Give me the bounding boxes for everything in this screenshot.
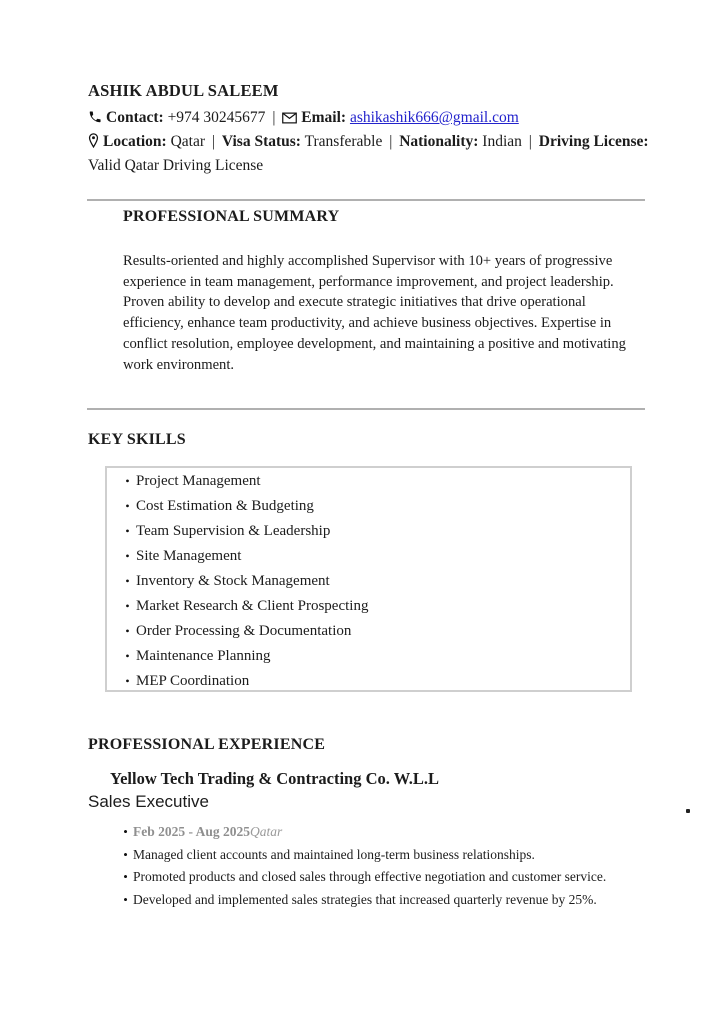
skill-item — [107, 548, 630, 573]
experience-date-row — [118, 822, 638, 843]
bullet-icon: • — [123, 891, 128, 907]
skill-item — [107, 473, 630, 498]
visa-label: Visa Status: — [221, 133, 301, 150]
bullet-icon: • — [123, 846, 128, 862]
skill-label: Cost Estimation & Budgeting — [136, 498, 314, 514]
email-label: Email: — [301, 109, 347, 126]
bullet-icon: • — [125, 624, 130, 638]
contact-line — [88, 106, 664, 130]
date-location: Qatar — [250, 824, 283, 839]
bullet-icon: • — [123, 869, 128, 884]
bullet-icon: • — [125, 499, 130, 513]
separator: | — [528, 133, 532, 150]
experience-bullet-list — [118, 822, 638, 912]
contact-label: Contact: — [106, 109, 164, 126]
experience-bullet — [118, 867, 638, 888]
email-link[interactable]: ashikashik666@gmail.com — [349, 109, 519, 126]
skill-label: Team Supervision & Leadership — [136, 523, 331, 539]
bullet-icon: • — [125, 549, 130, 563]
bullet-icon: • — [125, 574, 130, 588]
section-divider — [87, 408, 645, 410]
separator: | — [272, 109, 276, 126]
nationality-label: Nationality: — [399, 133, 479, 150]
location-pin-icon — [88, 133, 99, 148]
envelope-icon — [282, 112, 297, 124]
bullet-icon: • — [123, 824, 128, 839]
license-label: Driving License: — [538, 133, 649, 150]
location-value: Qatar — [170, 133, 206, 150]
skill-item — [107, 598, 630, 623]
skill-label: Market Research & Client Prospecting — [136, 598, 369, 614]
skill-item — [107, 498, 630, 523]
license-value: Valid Qatar Driving License — [88, 157, 264, 174]
candidate-name: ASHIK ABDUL SALEEM — [88, 81, 279, 100]
stray-bullet-dot — [686, 809, 690, 813]
skill-label: Site Management — [136, 548, 242, 564]
visa-value: Transferable — [304, 133, 383, 150]
phone-icon — [88, 110, 102, 124]
skill-label: Maintenance Planning — [136, 648, 271, 664]
section-divider — [87, 199, 645, 201]
experience-bullet-text: Developed and implemented sales strategies that increased quarterly revenue by 25%. — [133, 891, 597, 907]
job-title: Sales Executive — [88, 792, 209, 811]
bullet-icon: • — [125, 674, 130, 688]
bullet-icon: • — [125, 649, 130, 663]
skill-label: MEP Coordination — [136, 673, 250, 689]
skill-label: Order Processing & Documentation — [136, 623, 352, 639]
experience-bullet-text: Promoted products and closed sales through effective negotiation and customer service. — [133, 869, 607, 884]
details-line — [88, 130, 664, 178]
summary-heading: PROFESSIONAL SUMMARY — [123, 208, 340, 225]
date-range: Feb 2025 - Aug 2025 — [133, 824, 251, 839]
experience-bullet — [118, 845, 638, 866]
skill-label: Inventory & Stock Management — [136, 573, 330, 589]
skills-heading: KEY SKILLS — [88, 431, 186, 448]
experience-heading: PROFESSIONAL EXPERIENCE — [88, 736, 326, 753]
company-name: Yellow Tech Trading & Contracting Co. W.L.L — [110, 769, 439, 788]
skill-item — [107, 623, 630, 648]
experience-bullet — [118, 890, 638, 911]
bullet-icon: • — [125, 599, 130, 613]
location-label: Location: — [103, 133, 167, 150]
summary-paragraph: Results-oriented and highly accomplished Supervisor with 10+ years of progressive experience in team management, performance improvement, and project leadership. Proven ability to develop and execute strategic initiatives that drive operational efficiency, enhance team productivity, and achieve business objectives. Expertise in conflict resolution, employee development, and maintaining a positive and motivating work environment. — [123, 253, 626, 373]
experience-bullet-text: Managed client accounts and maintained long-term business relationships. — [133, 846, 535, 862]
separator: | — [389, 133, 393, 150]
separator: | — [211, 133, 215, 150]
nationality-value: Indian — [482, 133, 522, 150]
date-and-location — [133, 822, 638, 843]
skill-item — [107, 673, 630, 698]
bullet-icon: • — [125, 524, 130, 538]
skill-item — [107, 648, 630, 673]
contact-value: +974 30245677 — [167, 109, 266, 126]
skills-box — [105, 466, 632, 692]
skill-item — [107, 573, 630, 598]
bullet-icon: • — [125, 474, 130, 488]
header — [88, 81, 664, 178]
skill-item — [107, 523, 630, 548]
skill-label: Project Management — [136, 473, 261, 489]
